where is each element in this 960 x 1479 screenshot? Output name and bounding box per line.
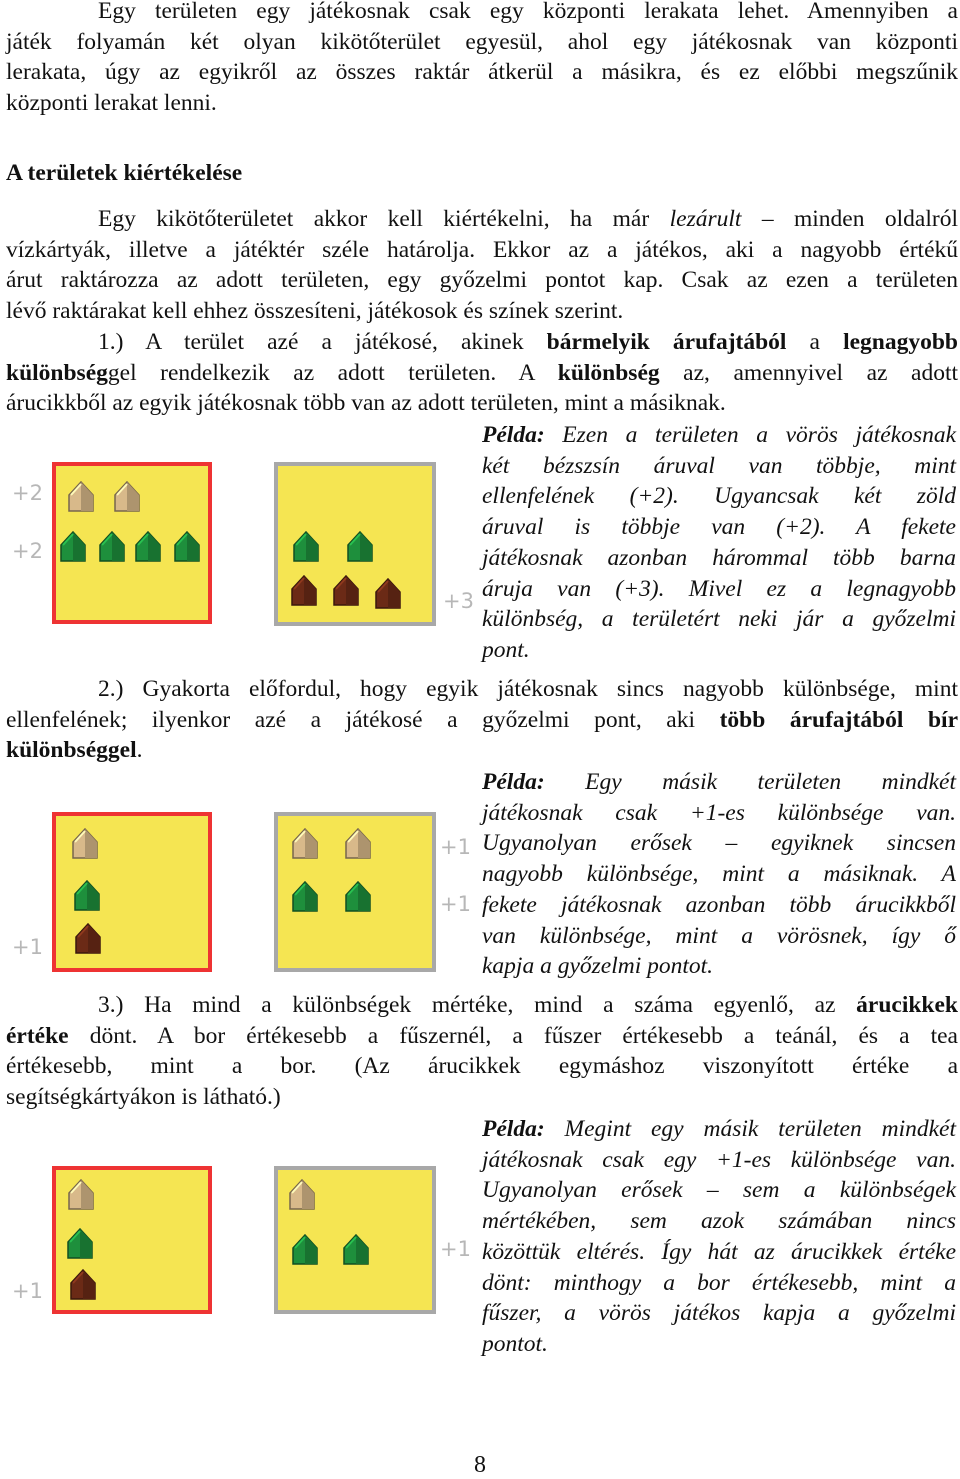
rule1-line-3: árucikkből az egyik játékosnak több van az adott területen, mint a másiknak. (6, 390, 726, 417)
ex2-red-beige-token (70, 827, 100, 861)
example1-line-3: ellenfelének (+2). Ugyancsak két zöld (482, 483, 956, 510)
rule1-line-2: különbséggel rendelkezik az adott területen. A különbség az, amennyivel az adott (6, 359, 959, 386)
example2-line-6: van különbsége, mint a vörösnek, így ő (482, 922, 956, 949)
example-2-text (482, 767, 956, 982)
example1-line-1: Példa: Ezen a területen a vörös játékosnak (482, 422, 956, 448)
example-3-text (482, 1114, 956, 1360)
ex3-red-beige-token (66, 1178, 96, 1212)
intro-paragraph (6, 0, 958, 119)
example-1-text (482, 420, 956, 666)
intro-line-1: Egy területen egy játékosnak csak egy központi lerakata lehet. Amennyiben a (98, 0, 958, 24)
example2-line-4: nagyobb különbsége, mint a másiknak. A (482, 861, 956, 888)
page-number: 8 (474, 1452, 486, 1478)
rule2-line-1: 2.) Gyakorta előfordul, hogy egyik játékosnak sincs nagyobb különbsége, mint (98, 676, 958, 702)
ex1-black-brown-token-3 (373, 577, 403, 611)
example2-line-2: játékosnak csak +1-es különbsége van. (482, 799, 956, 826)
ex2-black-green-token-1 (290, 880, 320, 914)
example1-line-5: játékosnak azonban hárommal több barna (482, 544, 956, 571)
rule1-line-1: 1.) A terület azé a játékosé, akinek bármelyik árufajtából a legnagyobb (98, 329, 958, 355)
rule3-line-4: segítségkártyákon is látható.) (6, 1084, 281, 1111)
example1-line-4: áruval is többje van (+2). A fekete (482, 514, 956, 541)
example3-line-7: fűszer, a vörös játékos kapja a győzelmi (482, 1300, 956, 1327)
ex1-black-brown-token-1 (289, 574, 319, 608)
rule2-line-2: ellenfelének; ilyenkor azé a játékosé a győzelmi pont, aki több árufajtából bír (6, 706, 958, 733)
example3-mod-green: +1 (440, 1237, 471, 1261)
rule-3-paragraph (6, 990, 958, 1113)
intro-line-2: játék folyamán két olyan kikötőterület egyesül, ahol egy játékosnak van központi (6, 28, 958, 55)
example1-mod-green: +2 (12, 539, 43, 563)
rule3-line-3: értékesebb, mint a bor. (Az árucikkek egymáshoz viszonyított értéke a (6, 1053, 958, 1080)
example3-mod-brown: +1 (12, 1279, 43, 1303)
example3-line-4: mértékében, sem azok számában nincs (482, 1208, 956, 1235)
ex3-red-brown-token (68, 1268, 98, 1302)
ex3-red-green-token (65, 1227, 95, 1261)
example3-line-2: játékosnak csak egy +1-es különbsége van. (482, 1146, 956, 1173)
example1-line-2: két bézszsín áruval van többje, mint (482, 452, 956, 479)
ex2-black-beige-token-2 (343, 827, 373, 861)
ex1-black-green-token-2 (345, 530, 375, 564)
example1-mod-beige: +2 (12, 481, 43, 505)
example3-line-3: Ugyanolyan erősek – sem a különbségek (482, 1177, 956, 1204)
ex2-black-beige-token-1 (290, 827, 320, 861)
ex1-red-green-token-1 (58, 530, 88, 564)
ex1-red-beige-token-2 (112, 480, 142, 514)
example3-line-1: Példa: Megint egy másik területen mindkét (482, 1116, 956, 1142)
example3-line-8: pontot. (482, 1330, 548, 1357)
example2-line-1: Példa: Egy másik területen mindkét (482, 769, 956, 795)
p1-line-1: Egy kikötőterületet akkor kell kiértékelni, ha már lezárult – minden oldalról (98, 206, 958, 232)
example2-mod-green: +1 (440, 892, 471, 916)
ex3-black-beige-token (287, 1178, 317, 1212)
example1-line-6: áruja van (+3). Mivel ez a legnagyobb (482, 575, 956, 602)
ex1-red-green-token-3 (133, 530, 163, 564)
ex2-black-green-token-2 (343, 880, 373, 914)
example2-mod-brown: +1 (12, 935, 43, 959)
section-heading: A területek kiértékelése (6, 160, 243, 186)
ex2-red-brown-token (73, 922, 103, 956)
ex3-black-green-token-1 (290, 1233, 320, 1267)
rule-1-paragraph (6, 327, 958, 419)
example3-line-6: dönt: minthogy a bor értékesebb, mint a (482, 1269, 956, 1296)
evaluation-paragraph (6, 204, 958, 327)
example2-line-5: fekete játékosnak azonban több árucikkből (482, 891, 956, 918)
example1-mod-brown: +3 (443, 589, 474, 613)
p1-line-3: árut raktározza az adott területen, egy győzelmi pontot kap. Csak az ezen a területen (6, 267, 958, 294)
ex1-black-green-token-1 (291, 530, 321, 564)
intro-line-4: központi lerakat lenni. (6, 90, 217, 117)
rule-2-paragraph (6, 674, 958, 766)
example2-line-7: kapja a győzelmi pontot. (482, 953, 714, 980)
example1-line-8: pont. (482, 636, 530, 663)
p1-line-4: lévő raktárakat kell ehhez összesíteni, játékosok és színek szerint. (6, 298, 624, 325)
example3-line-5: közöttük eltérés. Így hát az árucikkek értéke (482, 1238, 956, 1265)
ex1-red-green-token-2 (97, 530, 127, 564)
example2-line-3: Ugyanolyan erősek – egyiknek sincsen (482, 830, 956, 857)
rule2-line-3: különbséggel. (6, 737, 143, 764)
ex1-red-green-token-4 (172, 530, 202, 564)
rule3-line-1: 3.) Ha mind a különbségek mértéke, mind a száma egyenlő, az árucikkek (98, 992, 958, 1018)
rule3-line-2: értéke dönt. A bor értékesebb a fűszernél, a fűszer értékesebb a teánál, és a tea (6, 1022, 958, 1049)
ex2-red-green-token (72, 879, 102, 913)
ex3-black-green-token-2 (341, 1233, 371, 1267)
example1-line-7: különbség, a területért neki jár a győzelmi (482, 606, 956, 633)
p1-line-2: vízkártyák, illetve a játéktér széle határolja. Ekkor az a játékos, aki a nagyobb értékű (6, 236, 958, 263)
ex1-black-brown-token-2 (331, 574, 361, 608)
intro-line-3: lerakata, úgy az egyikről az összes raktár átkerül a másikra, és ez előbbi megszűnik (6, 59, 958, 86)
ex1-red-beige-token-1 (66, 480, 96, 514)
example2-mod-beige: +1 (440, 835, 471, 859)
